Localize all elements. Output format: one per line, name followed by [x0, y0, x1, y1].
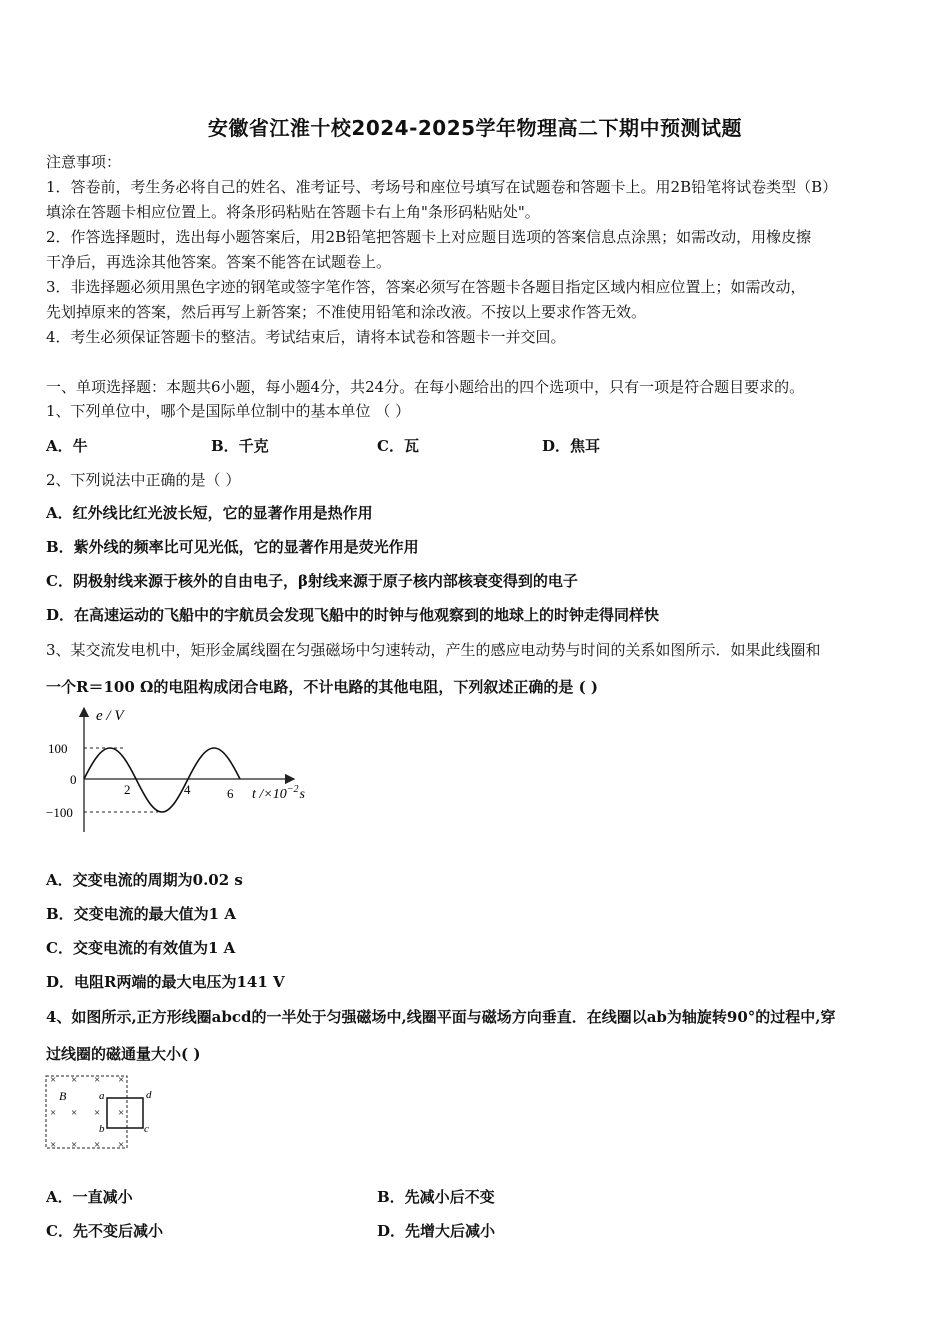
- notice-item: 干净后，再选涂其他答案。答案不能答在试题卷上。: [46, 253, 392, 271]
- sine-curve: [84, 748, 240, 812]
- coil-label-b: b: [99, 1123, 105, 1135]
- q2-option-a: A．红外线比红光波长短，它的显著作用是热作用: [46, 504, 373, 522]
- q1-option-b: B．千克: [211, 437, 269, 455]
- q3-stem-line1: 3、某交流发电机中，矩形金属线圈在匀强磁场中匀速转动，产生的感应电动势与时间的关系如图所示．如果此线圈和: [46, 641, 821, 659]
- x-axis-label-main: t /×10: [252, 787, 287, 802]
- square-coil: [107, 1098, 143, 1128]
- field-mark: ×: [94, 1074, 101, 1086]
- field-mark: ×: [118, 1074, 125, 1086]
- coil-label-a: a: [99, 1090, 105, 1102]
- field-mark: ×: [71, 1074, 78, 1086]
- field-label: B: [59, 1089, 67, 1103]
- q4-stem-line2: 过线圈的磁通量大小( ): [46, 1045, 201, 1063]
- notice-heading: 注意事项：: [46, 153, 122, 171]
- field-mark: ×: [118, 1107, 125, 1119]
- x-tick-label: 4: [184, 782, 191, 797]
- x-tick-label: 2: [124, 782, 131, 797]
- q3-option-b: B．交变电流的最大值为1 A: [46, 905, 236, 923]
- q4-option-a: A．一直减小: [46, 1188, 133, 1206]
- field-mark: ×: [118, 1139, 125, 1151]
- q3-option-d: D．电阻R两端的最大电压为141 V: [46, 973, 285, 991]
- q3-option-a: A．交变电流的周期为0.02 s: [46, 871, 243, 889]
- coil-label-c: c: [144, 1123, 149, 1135]
- x-tick-label: 6: [227, 786, 234, 801]
- q2-option-c: C．阴极射线来源于核外的自由电子，β射线来源于原子核内部核衰变得到的电子: [46, 572, 578, 590]
- x-axis-unit: s: [299, 787, 305, 802]
- q1-option-d: D．焦耳: [542, 437, 601, 455]
- notice-item: 先划掉原来的答案，然后再写上新答案；不准使用铅笔和涂改液。不按以上要求作答无效。: [46, 303, 647, 321]
- q4-stem-line1: 4、如图所示,正方形线圈abcd的一半处于匀强磁场中,线圈平面与磁场方向垂直．在线圈以ab为轴旋转90°的过程中,穿: [46, 1008, 836, 1026]
- q4-option-d: D．先增大后减小: [377, 1222, 496, 1240]
- exam-title: 安徽省江淮十校2024-2025学年物理高二下期中预测试题: [207, 116, 743, 140]
- notice-item: 2．作答选择题时，选出每小题答案后，用2B铅笔把答题卡上对应题目选项的答案信息点涂黑；如需改动，用橡皮擦: [46, 228, 812, 246]
- field-mark: ×: [94, 1139, 101, 1151]
- field-mark: ×: [50, 1107, 57, 1119]
- notice-item: 3．非选择题必须用黑色字迹的钢笔或签字笔作答，答案必须写在答题卡各题目指定区域内相应位置上；如需改动，: [46, 278, 806, 296]
- q1-option-c: C．瓦: [377, 437, 419, 455]
- x-axis-label: [252, 784, 305, 802]
- y-axis-label: e / V: [96, 708, 124, 724]
- q4-magnetic-field-diagram: [44, 1074, 159, 1154]
- field-marks: [50, 1074, 124, 1151]
- y-tick-label: 100: [48, 741, 68, 756]
- q3-option-c: C．交变电流的有效值为1 A: [46, 939, 236, 957]
- q4-option-b: B．先减小后不变: [377, 1188, 495, 1206]
- q2-option-b: B．紫外线的频率比可见光低，它的显著作用是荧光作用: [46, 538, 419, 556]
- section-heading: 一、单项选择题：本题共6小题，每小题4分，共24分。在每小题给出的四个选项中，只有一项是符合题目要求的。: [46, 378, 805, 396]
- q1-stem: 1、下列单位中，哪个是国际单位制中的基本单位 （ ）: [46, 402, 411, 420]
- field-region: [46, 1076, 127, 1148]
- coil-label-d: d: [146, 1089, 152, 1101]
- field-mark: ×: [71, 1107, 78, 1119]
- q3-stem-line2: 一个R＝100 Ω的电阻构成闭合电路，不计电路的其他电阻，下列叙述正确的是 ( ): [46, 678, 598, 696]
- x-axis-exponent: −2: [286, 784, 299, 795]
- notice-item: 4．考生必须保证答题卡的整洁。考试结束后，请将本试卷和答题卡一并交回。: [46, 328, 566, 346]
- q4-option-c: C．先不变后减小: [46, 1222, 163, 1240]
- q1-option-a: A．牛: [46, 437, 88, 455]
- q2-option-d: D．在高速运动的飞船中的宇航员会发现飞船中的时钟与他观察到的地球上的时钟走得同样快: [46, 606, 660, 624]
- y-tick-label: 0: [70, 772, 77, 787]
- notice-item: 填涂在答题卡相应位置上。将条形码粘贴在答题卡右上角"条形码粘贴处"。: [46, 203, 540, 221]
- notice-item: 1．答卷前，考生务必将自己的姓名、准考证号、考场号和座位号填写在试题卷和答题卡上。用2B铅笔将试卷类型（B）: [46, 178, 838, 196]
- field-mark: ×: [50, 1139, 57, 1151]
- field-mark: ×: [94, 1107, 101, 1119]
- field-mark: ×: [50, 1074, 57, 1086]
- y-tick-label: −100: [46, 805, 73, 820]
- field-mark: ×: [71, 1139, 78, 1151]
- q2-stem: 2、下列说法中正确的是（ ）: [46, 471, 241, 489]
- q3-emf-graph: [44, 704, 326, 834]
